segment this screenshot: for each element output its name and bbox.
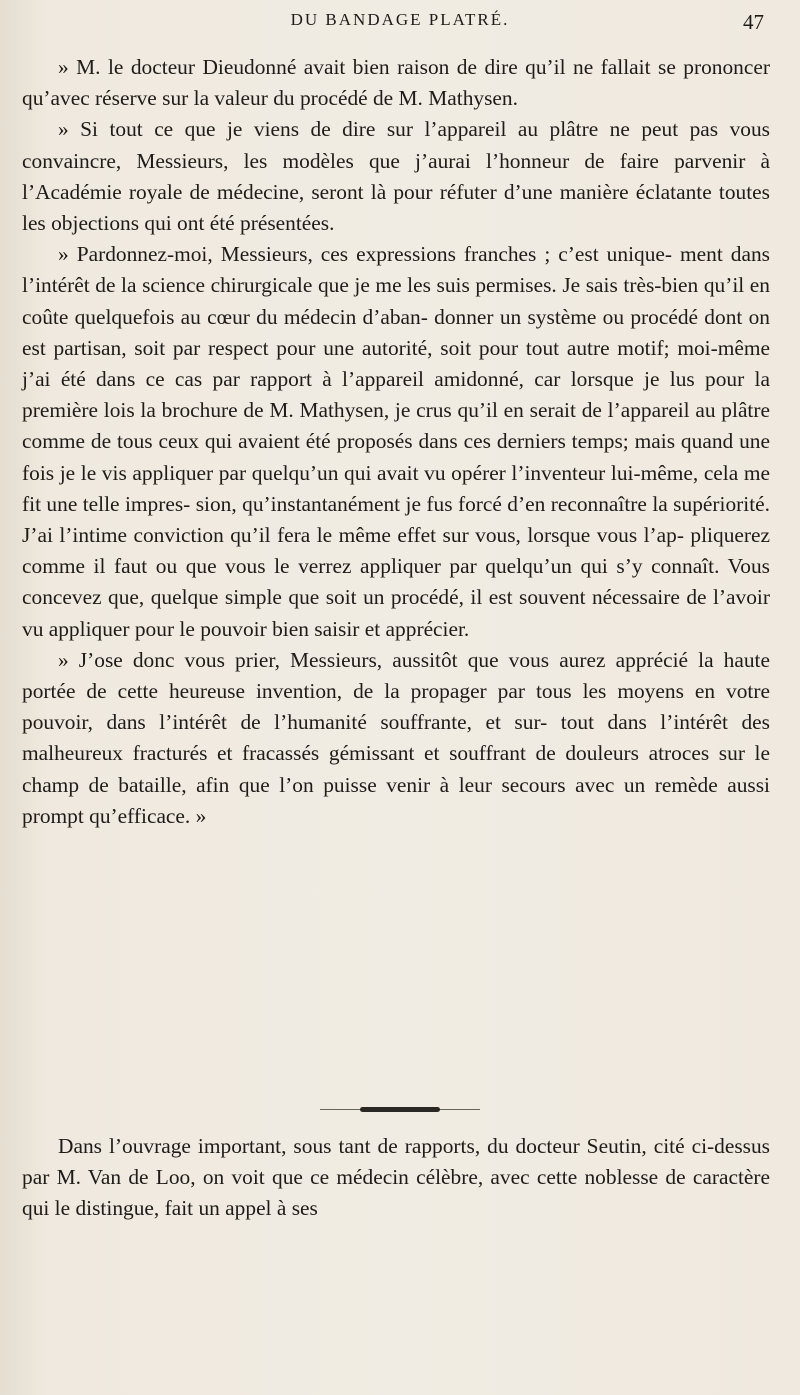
paragraph-5: Dans l’ouvrage important, sous tant de rapports, du docteur Seutin, cité ci-dessus par M. Van de Loo, on voit que ce médecin célèbre, avec cette noblesse de caractère qui le distingue, fait un appel à ses <box>22 1134 770 1221</box>
continuation-text <box>22 1131 770 1225</box>
running-title: DU BANDAGE PLATRÉ. <box>290 10 510 29</box>
page-number: 47 <box>743 10 764 34</box>
paragraph-4: » J’ose donc vous prier, Messieurs, aussitôt que vous aurez apprécié la haute portée de cette heureuse invention, de la propager par tous les moyens en votre pouvoir, dans l’intérêt de l’humanité souffrante, et sur- tout dans l’intérêt des malheureux fracturés et fracassés gémissant et souffrant de douleurs atroces sur le champ de bataille, afin que l’on puisse venir à leur secours avec un remède aussi prompt qu’efficace. » <box>22 647 770 828</box>
section-divider <box>320 1107 480 1113</box>
divider-ornament <box>360 1107 440 1112</box>
body-text <box>22 52 770 832</box>
paragraph-3: » Pardonnez-moi, Messieurs, ces expressions franches ; c’est unique- ment dans l’intérêt de la science chirurgicale que je me les suis permises. Je sais très-bien qu’il en coûte quelquefois au cœur du médecin d’aban- donner un système ou procédé dont on est partisan, soit par respect pour une autorité, soit pour tout autre motif; moi-même j’ai été dans ce cas par rapport à l’appareil amidonné, car lorsque je lus pour la première lois la brochure de M. Mathysen, je crus qu’il en serait de l’appareil au plâtre comme de tous ceux qui avaient été proposés dans ces derniers temps; mais quand une fois je le vis appliquer par quelqu’un qui avait vu opérer l’inventeur lui-même, cela me fit une telle impres- sion, qu’instantanément je fus forcé d’en reconnaître la supériorité. J’ai l’intime conviction qu’il fera le même effet sur vous, lorsque vous l’ap- pliquerez comme il faut ou que vous le verrez appliquer par quelqu’un qui s’y connaît. Vous concevez que, quelque simple que soit un procédé, il est souvent nécessaire de l’avoir vu appliquer pour le pouvoir bien saisir et apprécier. <box>22 242 770 641</box>
paragraph-1: » M. le docteur Dieudonné avait bien raison de dire qu’il ne fallait se prononcer qu’avec réserve sur la valeur du procédé de M. Mathysen. <box>22 55 770 111</box>
running-head <box>0 10 800 36</box>
paragraph-2: » Si tout ce que je viens de dire sur l’appareil au plâtre ne peut pas vous convaincre, Messieurs, les modèles que j’aurai l’honneur de faire parvenir à l’Académie royale de médecine, seront là pour réfuter d’une manière éclatante toutes les objections qui ont été présentées. <box>22 117 770 236</box>
